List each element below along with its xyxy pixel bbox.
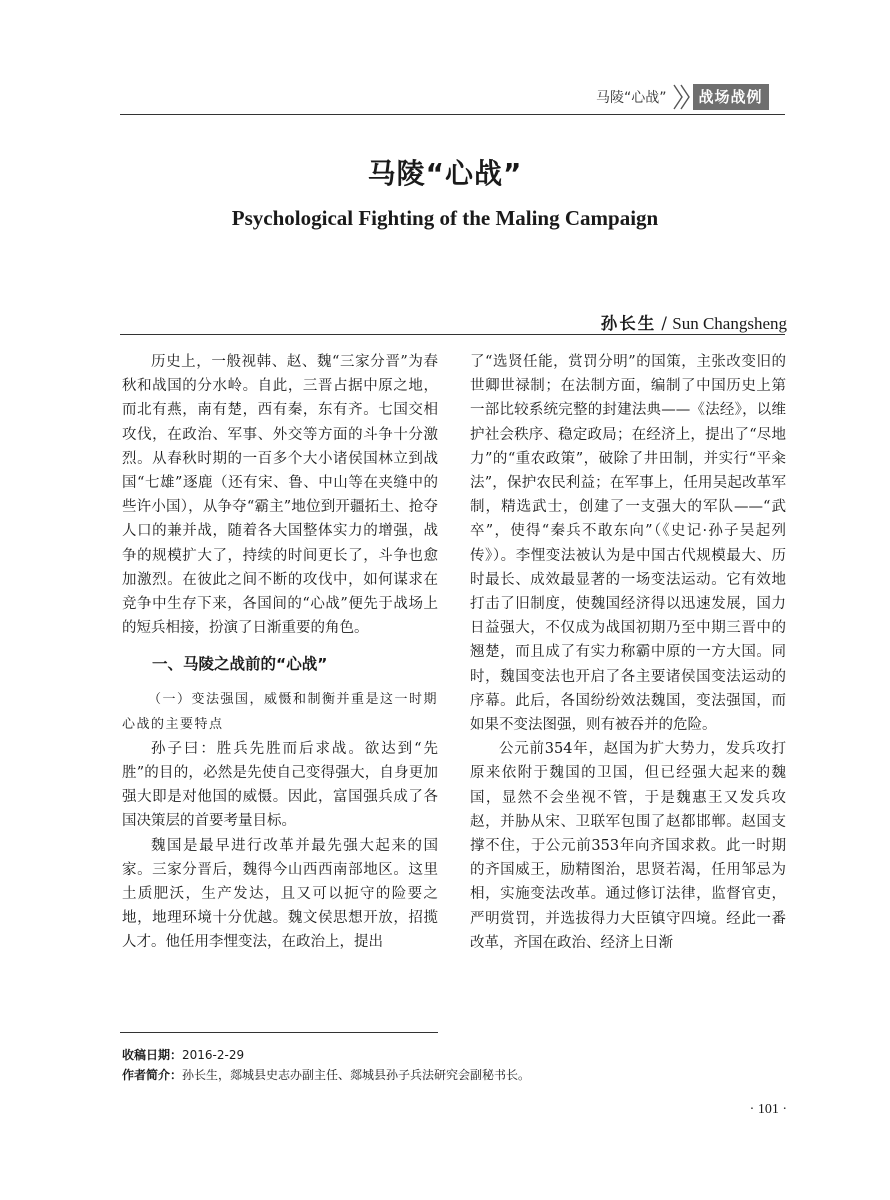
received-date-label: 收稿日期： <box>122 1048 183 1062</box>
section-heading-1: 一、马陵之战前的“心战” <box>152 655 328 674</box>
author-bio-value: 孙长生，郯城县史志办副主任、郯城县孙子兵法研究会副秘书长。 <box>182 1068 531 1082</box>
author-divider <box>120 334 785 335</box>
author-name-english: Sun Changsheng <box>672 314 787 333</box>
zhao-paragraph: 公元前354年，赵国为扩大势力，发兵攻打原来依附于魏国的卫国，但已经强大起来的魏国，显然不会坐视不管，于是魏惠王又发兵攻赵，并胁从宋、卫联军包围了赵都邯郸。赵国支撑不住，于公元前353年向齐国求救。此一时期的齐国威王，励精图治，思贤若渴，任用邹忌为相，实施变法改革。通过修订法律，监督官吏，严明赏罚，并选拔得力大臣镇守四境。经此一番改革，齐国在政治、经济上日渐 <box>470 741 786 951</box>
article-title-chinese: 马陵“心战” <box>367 157 523 190</box>
subsection-heading-1: （一）变法强国，威慑和制衡并重是这一时期心战的主要特点 <box>122 692 439 732</box>
wei-paragraph: 魏国是最早进行改革并最先强大起来的国家。三家分晋后，魏得今山西西南部地区。这里土质肥沃，生产发达，且又可以扼守的险要之地，地理环境十分优越。魏文侯思想开放，招揽人才。他任用李悝变法，在政治上，提出 <box>122 837 438 951</box>
author-name-chinese: 孙长生 <box>600 314 657 333</box>
received-date-note <box>122 1046 244 1063</box>
received-date-value: 2016-2-29 <box>182 1048 245 1062</box>
right-column <box>470 350 786 955</box>
page-number: · 101 · <box>749 1102 787 1117</box>
header-article-title: 马陵“心战” <box>596 90 667 106</box>
author-line <box>601 310 787 334</box>
author-bio-label: 作者简介： <box>122 1068 183 1082</box>
author-separator: / <box>656 314 673 333</box>
header-divider <box>120 114 785 115</box>
running-header <box>596 83 769 111</box>
intro-paragraph: 历史上，一般视韩、赵、魏“三家分晋”为春秋和战国的分水岭。自此，三晋占据中原之地，而北有燕，南有楚，西有秦，东有齐。七国交相攻伐，在政治、军事、外交等方面的斗争十分激烈。从春秋时期的一百多个大小诸侯国林立到战国“七雄”逐鹿（还有宋、鲁、中山等在夹缝中的些许小国），从争夺“霸主”地位到开疆拓土、抢夺人口的兼并战，随着各大国整体实力的增强，战争的规模扩大了，持续的时间更长了，斗争也愈加激烈。在彼此之间不断的攻伐中，如何谋求在竞争中生存下来，各国间的“心战”便先于战场上的短兵相接，扮演了日渐重要的角色。 <box>122 354 438 637</box>
column-tag: 战场战例 <box>693 84 769 110</box>
article-title-english: Psychological Fighting of the Maling Campaign <box>231 206 659 230</box>
footnote-divider <box>120 1032 438 1033</box>
left-column <box>122 350 438 955</box>
wei-paragraph-continued: 了“选贤任能，赏罚分明”的国策，主张改变旧的世卿世禄制；在法制方面，编制了中国历史上第一部比较系统完整的封建法典——《法经》，以维护社会秩序、稳定政局；在经济上，提出了“尽地力”的“重农政策”，破除了井田制，并实行“平籴法”，保护农民利益；在军事上，任用吴起改革军制，精选武士，创建了一支强大的军队——“武卒”，使得“秦兵不敢东向”（《史记·孙子吴起列传》）。李悝变法被认为是中国古代规模最大、历时最长、成效最显著的一场变法运动。它有效地打击了旧制度，使魏国经济得以迅速发展，国力日益强大，不仅成为战国初期乃至中期三晋中的翘楚，而且成了有实力称霸中原的一方大国。同时，魏国变法也开启了各主要诸侯国变法运动的序幕。此后，各国纷纷效法魏国，变法强国，而如果不变法图强，则有被吞并的危险。 <box>470 354 786 734</box>
author-bio-note <box>122 1066 530 1083</box>
double-chevron-icon <box>671 83 693 111</box>
sunzi-paragraph: 孙子曰：胜兵先胜而后求战。欲达到“先胜”的目的，必然是先使自己变得强大，自身更加强大即是对他国的威慑。因此，富国强兵成了各国决策层的首要考量目标。 <box>122 740 438 830</box>
